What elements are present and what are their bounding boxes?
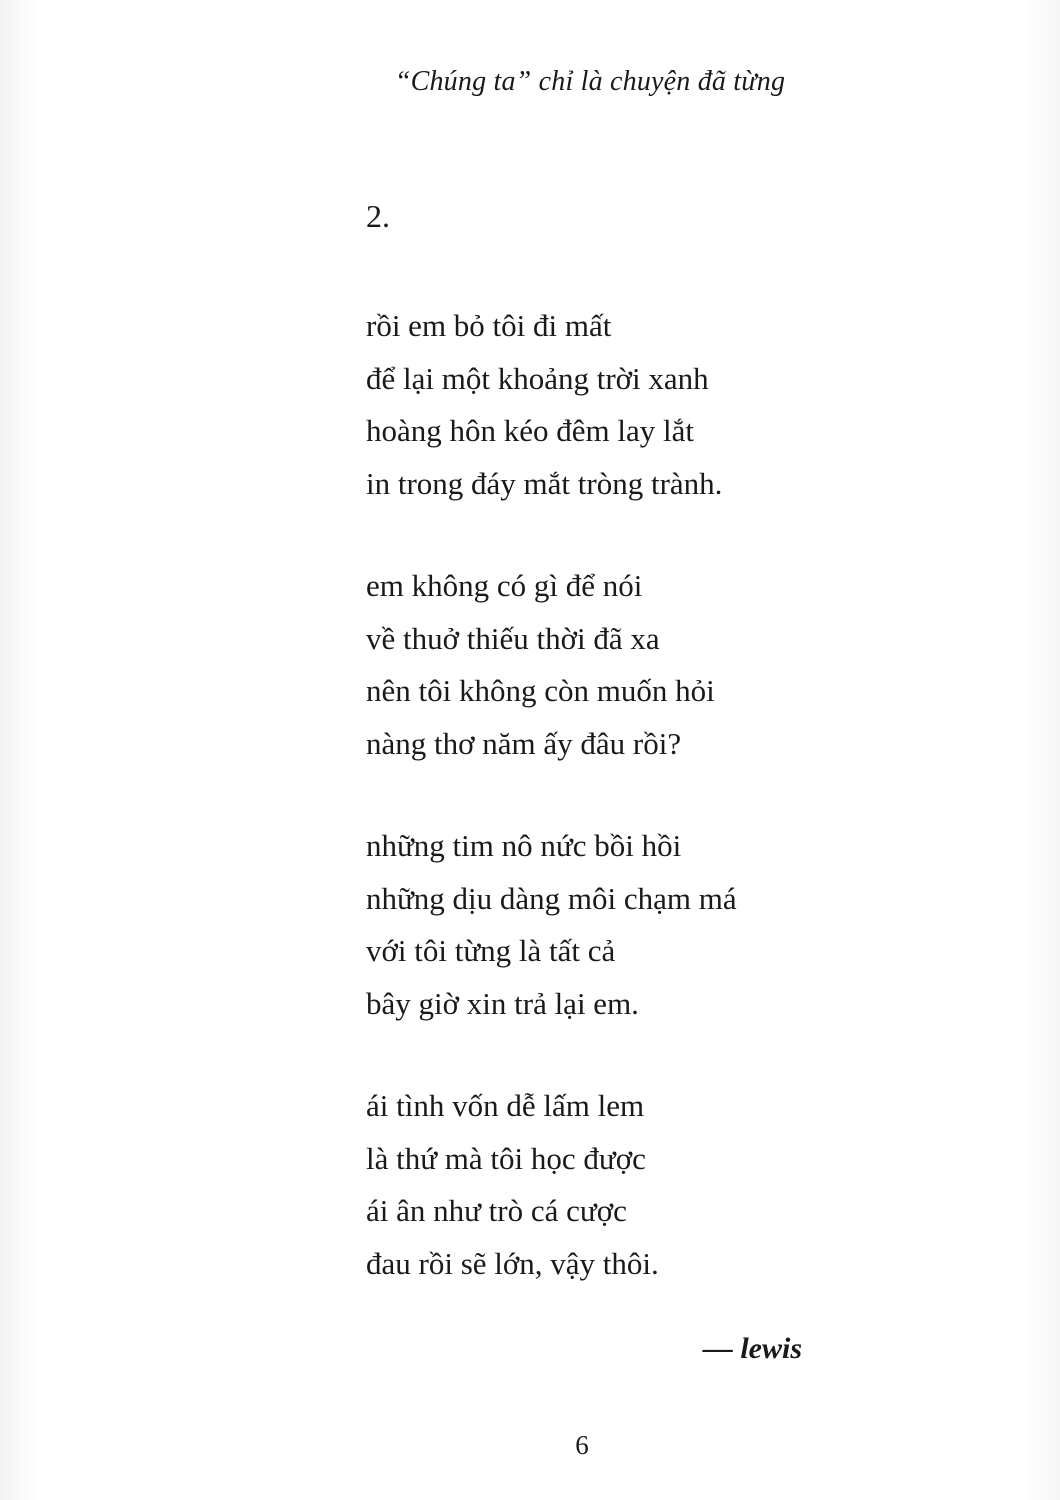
poem-line: đau rồi sẽ lớn, vậy thôi. [366, 1245, 659, 1281]
poem-line: bây giờ xin trả lại em. [366, 985, 639, 1021]
poem-line: ái tình vốn dễ lấm lem [366, 1088, 645, 1123]
running-head: “Chúng ta” chỉ là chuyện đã từng [394, 66, 786, 97]
stanza-3 [366, 820, 926, 1030]
poem-line: là thứ mà tôi học được [366, 1140, 646, 1176]
page-number: 6 [575, 1430, 589, 1460]
author-signature: — lewis [702, 1332, 802, 1365]
poem-line: những tim nô nức bồi hồi [366, 828, 682, 863]
poem-line: in trong đáy mắt tròng trành. [366, 465, 723, 501]
poem-line: để lại một khoảng trời xanh [366, 360, 709, 396]
poem-line: nàng thơ năm ấy đâu rồi? [366, 725, 682, 761]
poem-line: ái ân như trò cá cược [366, 1193, 627, 1228]
poem [366, 300, 926, 1340]
poem-line: về thuở thiếu thời đã xa [366, 620, 660, 656]
stanza-2 [366, 560, 926, 770]
stanza-1 [366, 300, 926, 510]
poem-line: với tôi từng là tất cả [366, 933, 616, 968]
section-number: 2. [366, 198, 390, 234]
poem-line: những dịu dàng môi chạm má [366, 880, 737, 916]
poem-line: rồi em bỏ tôi đi mất [366, 308, 612, 343]
poem-line: hoàng hôn kéo đêm lay lắt [366, 413, 694, 448]
poem-line: em không có gì để nói [366, 568, 643, 603]
poem-line: nên tôi không còn muốn hỏi [366, 673, 715, 708]
stanza-4 [366, 1080, 926, 1290]
